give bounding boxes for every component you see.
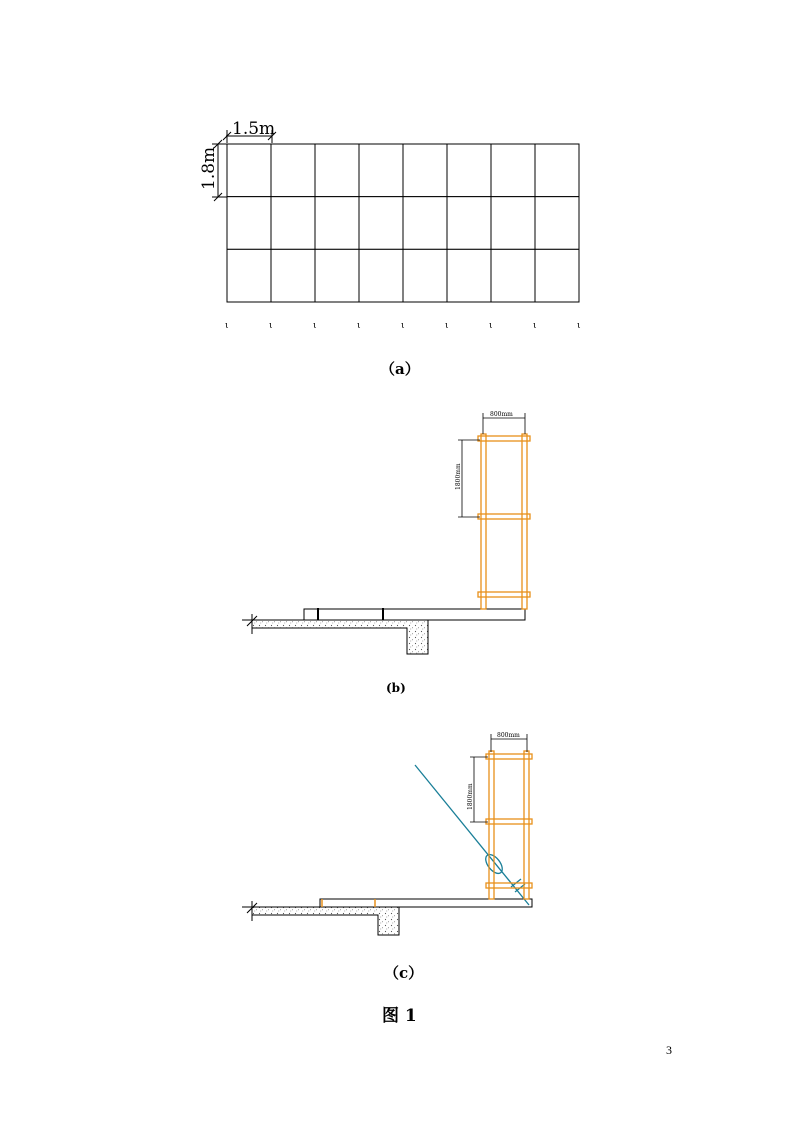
dims-c: [470, 734, 527, 822]
height-dim-label-b: 1800mm: [455, 463, 462, 490]
caption-a: （a）: [380, 360, 420, 378]
post-tick-mark: ι: [269, 321, 273, 331]
post-tick-mark: ι: [533, 321, 537, 331]
post-tick-mark: ι: [225, 321, 229, 331]
height-dim-label-c: 1800mm: [467, 783, 474, 810]
post-tick-mark: ι: [489, 321, 493, 331]
caption-c: （c）: [384, 964, 424, 982]
height-dim-label-a: 1.8m: [199, 146, 219, 190]
figure-title: 图 1: [382, 1006, 417, 1026]
post-tick-mark: ι: [401, 321, 405, 331]
caption-b: (b): [386, 681, 406, 695]
width-dim-label-a: 1.5m: [232, 119, 276, 139]
post-tick-mark: ι: [577, 321, 581, 331]
post-tick-mark: ι: [313, 321, 317, 331]
post-tick-mark: ι: [445, 321, 449, 331]
post-tick-mark: ι: [357, 321, 361, 331]
width-dim-label-c: 800mm: [497, 732, 520, 739]
page-number: 3: [666, 1043, 672, 1057]
ladder-frame-c: [486, 751, 532, 899]
width-dim-label-b: 800mm: [490, 411, 513, 418]
plank-c: [320, 899, 532, 907]
